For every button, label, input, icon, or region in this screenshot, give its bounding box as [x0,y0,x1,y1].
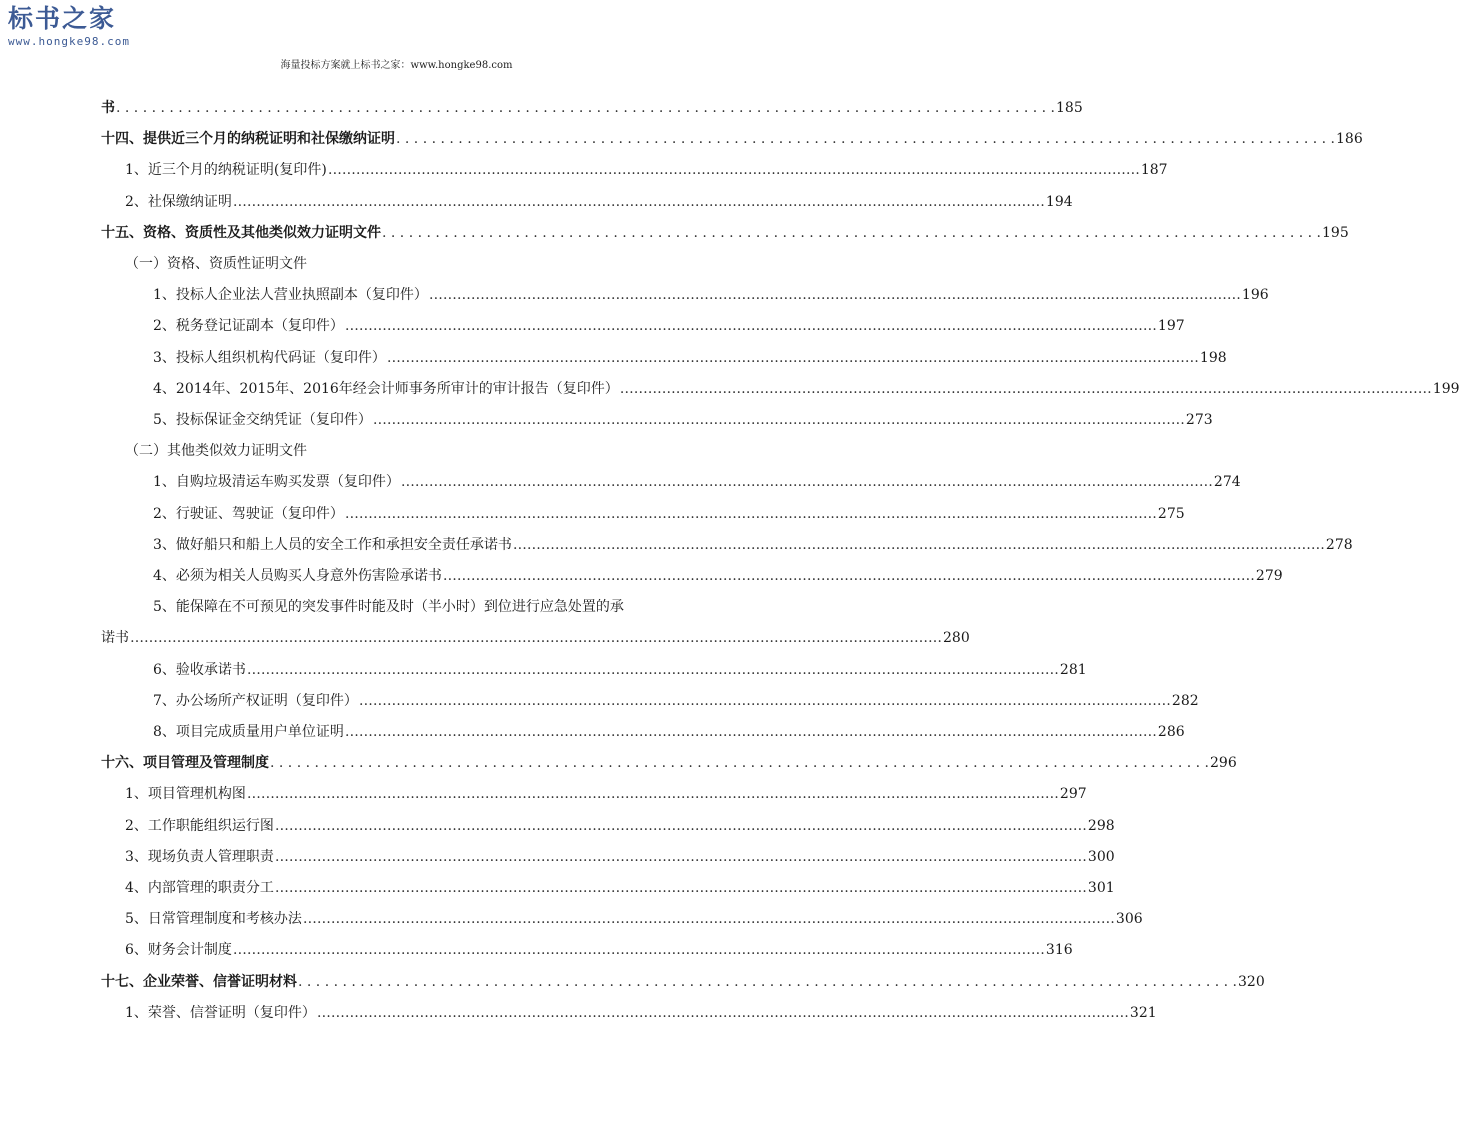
toc-leader-dots: ………………………………………………………………………………………………………………………………………………………… [619,380,1432,397]
toc-entry[interactable] [153,718,1185,742]
toc-entry-page: 195 [1322,224,1349,241]
toc-entry-label: 1、投标人企业法人营业执照副本（复印件） [153,287,428,304]
toc-leader-dots: ………………………………………………………………………………………………………………………………………………………… [358,692,1171,709]
toc-entry[interactable] [153,562,1283,586]
toc-entry[interactable] [125,780,1087,804]
toc-entry-label: 5、能保障在不可预见的突发事件时能及时（半小时）到位进行应急处置的承 [153,599,624,616]
toc-entry-page: 275 [1157,505,1185,522]
toc-entry-page: 186 [1336,131,1363,148]
toc-entry-page: 286 [1157,724,1185,740]
toc-entry-label: 4、2014年、2015年、2016年经会计师事务所审计的审计报告（复印件） [153,380,619,397]
toc-entry-page: 274 [1213,474,1241,491]
toc-entry-page: 279 [1255,568,1283,584]
toc-entry-page: 199 [1432,380,1460,397]
toc-entry[interactable] [101,624,970,648]
toc-entry[interactable] [125,188,1073,212]
toc-entry[interactable] [153,375,1460,399]
toc-entry-label: 3、现场负责人管理职责 [125,848,274,865]
toc-leader-dots: ………………………………………………………………………………………………………………………………………………………… [442,568,1255,584]
toc-leader-dots: . . . . . . . . . . . . . . . . . . . . . . . . . . . . . . . . . . . . . . . . . . . . . . . . . . . . . . . . . . . . . . . . . . . . . . . . . . . . . . . . . . . . . . . . . . . . . . . . . . . . . . . . . . [396,131,1335,148]
toc-entry-page: 296 [1210,755,1237,772]
toc-entry-label: （二）其他类似效力证明文件 [125,443,307,460]
toc-entry-label: 1、荣誉、信誉证明（复印件） [125,1004,316,1021]
logo-text: 标书之家 [8,4,117,33]
toc-leader-dots: . . . . . . . . . . . . . . . . . . . . . . . . . . . . . . . . . . . . . . . . . . . . . . . . . . . . . . . . . . . . . . . . . . . . . . . . . . . . . . . . . . . . . . . . . . . . . . . . . . . . . . . . . . [116,100,1055,116]
toc-entry[interactable] [153,406,1213,430]
toc-entry-label: 十六、项目管理及管理制度 [101,755,269,772]
toc-entry-label: 8、项目完成质量用户单位证明 [153,724,344,740]
toc-entry-label: 3、投标人组织机构代码证（复印件） [153,349,386,366]
toc-leader-dots: ………………………………………………………………………………………………………………………………………………………… [428,287,1241,304]
toc-entry-page: 196 [1241,287,1269,304]
logo-url: www.hongke98.com [8,35,130,48]
toc-leader-dots: ………………………………………………………………………………………………………………………………………………………… [274,817,1087,834]
toc-entry-page: 306 [1115,911,1143,928]
toc-entry-label: 7、办公场所产权证明（复印件） [153,692,358,709]
toc-entry[interactable] [125,874,1115,898]
toc-entry[interactable] [153,468,1241,492]
toc-leader-dots: ………………………………………………………………………………………………………………………………………………………… [327,162,1140,179]
toc-entry-label: 2、行驶证、驾驶证（复印件） [153,505,344,522]
toc-leader-dots: ………………………………………………………………………………………………………………………………………………………… [512,536,1325,553]
toc-leader-dots: ………………………………………………………………………………………………………………………………………………………… [386,349,1199,366]
toc-entry-page: 281 [1059,661,1087,678]
toc-entry-label: 书 [101,100,115,116]
toc-entry-page: 187 [1140,162,1168,179]
toc-entry[interactable] [125,437,696,461]
toc-leader-dots: ………………………………………………………………………………………………………………………………………………………… [400,474,1213,491]
toc-leader-dots: ………………………………………………………………………………………………………………………………………………………… [372,412,1185,428]
toc-entry-page: 273 [1185,412,1213,428]
toc-entry-label: 1、近三个月的纳税证明(复印件) [125,162,327,179]
toc-leader-dots: ………………………………………………………………………………………………………………………………………………………… [344,724,1157,740]
toc-entry-label: 6、财务会计制度 [125,942,232,959]
toc-leader-dots: ………………………………………………………………………………………………………………………………………………………… [246,661,1059,678]
toc-entry-label: 3、做好船只和船上人员的安全工作和承担安全责任承诺书 [153,536,512,553]
toc-entry[interactable] [101,749,1237,773]
toc-entry-page: 278 [1325,536,1353,553]
toc-leader-dots: . . . . . . . . . . . . . . . . . . . . . . . . . . . . . . . . . . . . . . . . . . . . . . . . . . . . . . . . . . . . . . . . . . . . . . . . . . . . . . . . . . . . . . . . . . . . . . . . . . . . . . . . . . [382,224,1321,241]
toc-entry[interactable] [101,125,1363,149]
toc-entry[interactable] [153,687,1199,711]
toc-entry[interactable] [125,812,1115,836]
toc-entry-label: 诺书 [101,630,129,647]
toc-leader-dots: ………………………………………………………………………………………………………………………………………………………… [130,630,942,647]
toc-leader-dots: ………………………………………………………………………………………………………………………………………………………… [344,318,1157,335]
toc-entry[interactable] [101,968,1265,992]
toc-entry-label: 2、工作职能组织运行图 [125,817,274,834]
toc-leader-dots: ………………………………………………………………………………………………………………………………………………………… [344,505,1157,522]
toc-entry-label: 2、税务登记证副本（复印件） [153,318,344,335]
header-note: 海量投标方案就上标书之家：www.hongke98.com [280,60,513,71]
toc-entry-page: 185 [1056,100,1083,116]
toc-entry-label: 4、内部管理的职责分工 [125,880,274,896]
toc-entry-page: 316 [1045,942,1073,959]
toc-entry-page: 280 [943,630,970,647]
toc-entry-label: 6、验收承诺书 [153,661,246,678]
toc-entry[interactable] [125,905,1143,929]
toc-entry[interactable] [153,500,1185,524]
toc-entry-page: 197 [1157,318,1185,335]
toc-entry-label: 5、投标保证金交纳凭证（复印件） [153,412,372,428]
toc-entry[interactable] [101,94,1083,118]
toc-leader-dots: . . . . . . . . . . . . . . . . . . . . . . . . . . . . . . . . . . . . . . . . . . . . . . . . . . . . . . . . . . . . . . . . . . . . . . . . . . . . . . . . . . . . . . . . . . . . . . . . . . . . . . . . . . [298,973,1237,990]
toc-leader-dots: ………………………………………………………………………………………………………………………………………………………… [274,848,1087,865]
toc-entry[interactable] [153,344,1227,368]
toc-leader-dots: ………………………………………………………………………………………………………………………………………………………… [232,942,1045,959]
toc-entry[interactable] [125,936,1073,960]
toc-leader-dots: ………………………………………………………………………………………………………………………………………………………… [316,1004,1129,1021]
toc-entry-page: 194 [1045,193,1073,210]
toc-entry[interactable] [153,593,696,617]
toc-entry-page: 321 [1129,1004,1157,1021]
toc-leader-dots: ………………………………………………………………………………………………………………………………………………………… [246,786,1059,803]
toc-entry-label: 十五、资格、资质性及其他类似效力证明文件 [101,224,381,241]
toc-entry[interactable] [153,281,1269,305]
toc-entry[interactable] [125,843,1115,867]
toc-entry-page: 301 [1087,880,1115,896]
toc-entry[interactable] [125,250,696,274]
toc-entry-page: 282 [1171,692,1199,709]
toc-entry[interactable] [153,656,1087,680]
toc-entry-label: 2、社保缴纳证明 [125,193,232,210]
toc-entry-label: 1、项目管理机构图 [125,786,246,803]
toc-entry-label: 十四、提供近三个月的纳税证明和社保缴纳证明 [101,131,395,148]
toc-entry[interactable] [153,531,1353,555]
toc-entry[interactable] [101,219,1349,243]
toc-entry-page: 300 [1087,848,1115,865]
toc-entry[interactable] [125,999,1157,1023]
toc-entry-label: 4、必须为相关人员购买人身意外伤害险承诺书 [153,568,442,584]
toc-leader-dots: ………………………………………………………………………………………………………………………………………………………… [274,880,1087,896]
toc-entry-page: 198 [1199,349,1227,366]
toc-entry[interactable] [153,312,1185,336]
toc-entry-label: 十七、企业荣誉、信誉证明材料 [101,973,297,990]
toc-entry-label: 5、日常管理制度和考核办法 [125,911,302,928]
toc-entry-page: 298 [1087,817,1115,834]
toc-entry-label: 1、自购垃圾清运车购买发票（复印件） [153,474,400,491]
site-logo[interactable] [8,4,130,48]
toc-leader-dots: ………………………………………………………………………………………………………………………………………………………… [232,193,1045,210]
toc-entry-page: 320 [1238,973,1265,990]
toc-entry[interactable] [125,156,1168,180]
toc-entry-label: （一）资格、资质性证明文件 [125,256,307,272]
toc-leader-dots: ………………………………………………………………………………………………………………………………………………………… [302,911,1115,928]
toc-entry-page: 297 [1059,786,1087,803]
toc-leader-dots: . . . . . . . . . . . . . . . . . . . . . . . . . . . . . . . . . . . . . . . . . . . . . . . . . . . . . . . . . . . . . . . . . . . . . . . . . . . . . . . . . . . . . . . . . . . . . . . . . . . . . . . . . . [270,755,1209,772]
